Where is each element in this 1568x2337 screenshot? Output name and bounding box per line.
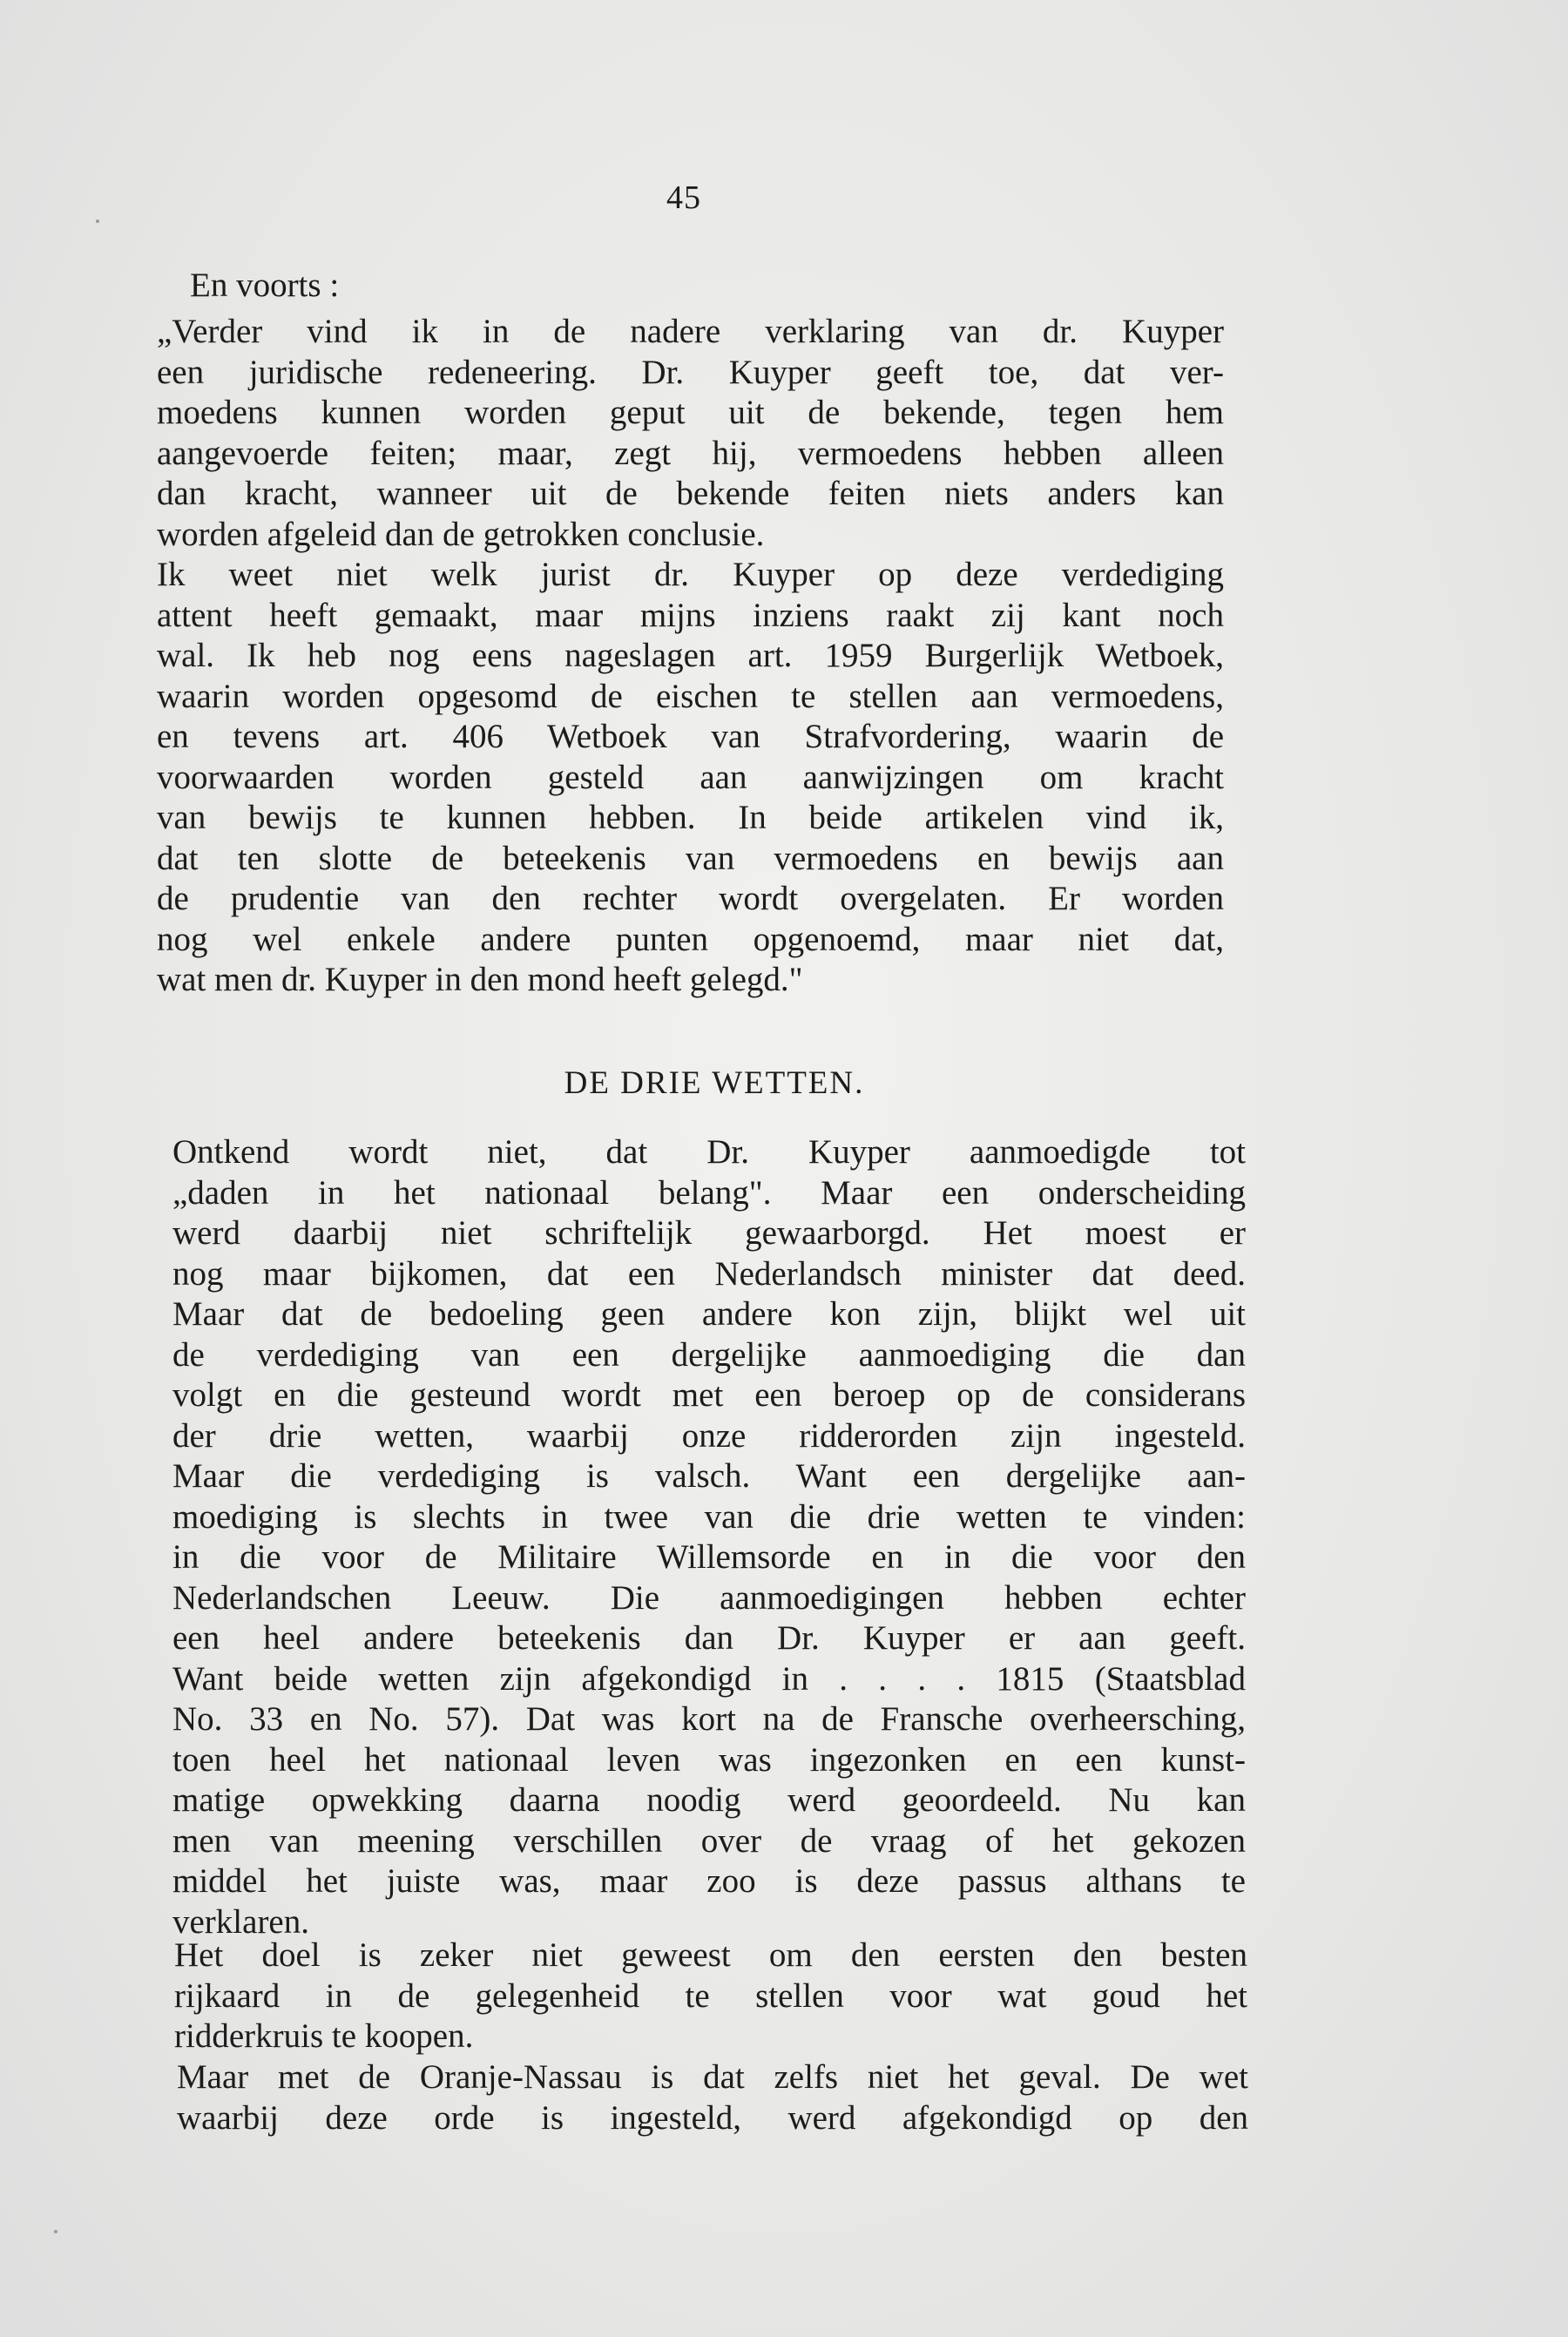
text-line: No. 33 en No. 57). Dat was kort na de Fransche overheersching, xyxy=(172,1700,1246,1738)
text-line: moediging is slechts in twee van die drie wetten te vinden: xyxy=(172,1497,1246,1536)
text-line: men van meening verschillen over de vraag of het gekozen xyxy=(172,1821,1246,1860)
text-line: dan kracht, wanneer uit de bekende feiten niets anders kan xyxy=(157,475,1224,512)
paper-speck xyxy=(96,220,99,223)
text-line: Maar met de Oranje-Nassau is dat zelfs niet het geval. De wet xyxy=(177,2058,1248,2096)
text-line: werd daarbij niet schriftelijk gewaarborgd. Het moest er xyxy=(172,1214,1246,1252)
text-line: een heel andere beteekenis dan Dr. Kuyper er aan geeft. xyxy=(172,1619,1246,1657)
text-line: de verdediging van een dergelijke aanmoediging die dan xyxy=(172,1335,1246,1374)
text-line: Ontkend wordt niet, dat Dr. Kuyper aanmoedigde tot xyxy=(172,1133,1246,1171)
paper-speck xyxy=(54,2230,57,2233)
text-line: wat men dr. Kuyper in den mond heeft gelegd." xyxy=(157,961,803,998)
text-line: Ik weet niet welk jurist dr. Kuyper op deze verdediging xyxy=(157,556,1224,593)
text-line: „daden in het nationaal belang". Maar een onderscheiding xyxy=(172,1173,1246,1212)
text-line: Het doel is zeker niet geweest om den eersten den besten xyxy=(174,1936,1247,1974)
text-line: nog wel enkele andere punten opgenoemd, maar niet dat, xyxy=(157,920,1224,958)
text-line: Want beide wetten zijn afgekondigd in . . . . 1815 (Staatsblad xyxy=(172,1659,1246,1698)
text-line: dat ten slotte de beteekenis van vermoedens en bewijs aan xyxy=(157,839,1224,877)
text-line: „Verder vind ik in de nadere verklaring van dr. Kuyper xyxy=(157,313,1224,350)
section-heading: DE DRIE WETTEN. xyxy=(564,1065,865,1101)
text-line: Nederlandschen Leeuw. Die aanmoedigingen hebben echter xyxy=(172,1578,1246,1617)
section-paragraph xyxy=(172,1132,1246,1942)
text-line: nog maar bijkomen, dat een Nederlandsch minister dat deed. xyxy=(172,1254,1246,1293)
lead-text: En voorts : xyxy=(190,267,340,304)
text-line: attent heeft gemaakt, maar mijns inziens raakt zij kant noch xyxy=(157,596,1224,634)
text-line: een juridische redeneering. Dr. Kuyper geeft toe, dat ver- xyxy=(157,353,1224,391)
text-line: middel het juiste was, maar zoo is deze passus althans te xyxy=(172,1862,1246,1900)
page-number: 45 xyxy=(666,179,701,216)
text-line: der drie wetten, waarbij onze ridderorden zijn ingesteld. xyxy=(172,1416,1246,1455)
text-line: wal. Ik heb nog eens nageslagen art. 1959 Burgerlijk Wetboek, xyxy=(157,637,1224,674)
text-line: ridderkruis te koopen. xyxy=(174,2017,474,2055)
quoted-passage xyxy=(157,312,1224,1001)
text-line: van bewijs te kunnen hebben. In beide artikelen vind ik, xyxy=(157,799,1224,836)
text-line: Maar die verdediging is valsch. Want een dergelijke aan- xyxy=(172,1457,1246,1495)
text-line: waarin worden opgesomd de eischen te stellen aan vermoedens, xyxy=(157,677,1224,715)
text-line: aangevoerde feiten; maar, zegt hij, vermoedens hebben alleen xyxy=(157,434,1224,472)
text-line: moedens kunnen worden geput uit de bekende, tegen hem xyxy=(157,394,1224,431)
text-line: en tevens art. 406 Wetboek van Strafvordering, waarin de xyxy=(157,718,1224,755)
paragraph-doel xyxy=(174,1935,1247,2057)
text-line: de prudentie van den rechter wordt overgelaten. Er worden xyxy=(157,880,1224,917)
text-line: waarbij deze orde is ingesteld, werd afgekondigd op den xyxy=(177,2098,1248,2137)
text-line: verklaren. xyxy=(172,1902,309,1941)
text-line: worden afgeleid dan de getrokken conclusie. xyxy=(157,515,765,553)
text-line: rijkaard in de gelegenheid te stellen voor wat goud het xyxy=(174,1976,1247,2015)
text-line: toen heel het nationaal leven was ingezonken en een kunst- xyxy=(172,1740,1246,1779)
text-line: Maar dat de bedoeling geen andere kon zijn, blijkt wel uit xyxy=(172,1295,1246,1333)
text-line: volgt en die gesteund wordt met een beroep op de considerans xyxy=(172,1376,1246,1414)
text-line: in die voor de Militaire Willemsorde en in die voor den xyxy=(172,1538,1246,1576)
paragraph-oranje-nassau xyxy=(177,2057,1248,2138)
text-line: voorwaarden worden gesteld aan aanwijzingen om kracht xyxy=(157,758,1224,796)
text-line: matige opwekking daarna noodig werd geoordeeld. Nu kan xyxy=(172,1781,1246,1819)
